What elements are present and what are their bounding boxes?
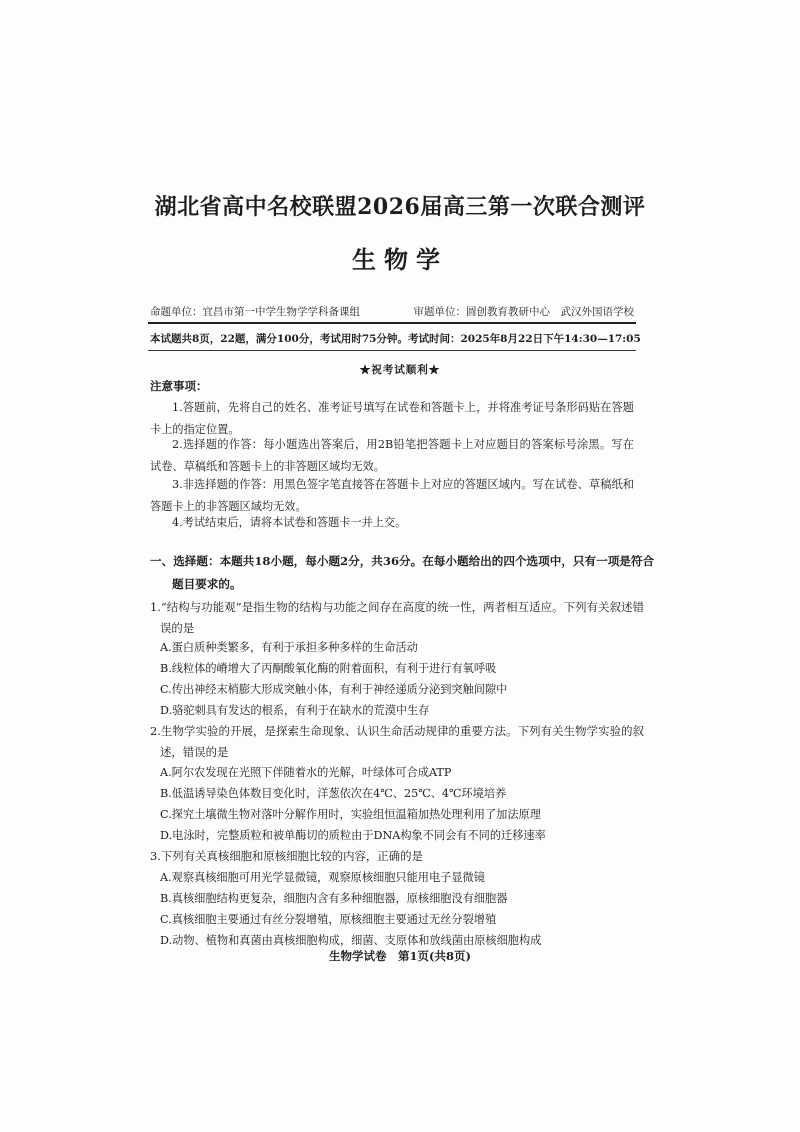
question-option: C.真核细胞主要通过有丝分裂增殖，原核细胞主要通过无丝分裂增殖 xyxy=(160,913,497,926)
question-option: B.真核细胞结构更复杂，细胞内含有多种细胞器，原核细胞没有细胞器 xyxy=(160,892,508,905)
notice-heading: 注意事项： xyxy=(150,379,208,393)
good-luck-banner: ★祝考试顺利★ xyxy=(359,364,441,376)
proposer-unit: 命题单位：宜昌市第一中学生物学学科备课组 xyxy=(150,306,360,318)
question-option: D.动物、植物和真菌由真核细胞构成，细菌、支原体和放线菌由原核细胞构成 xyxy=(160,934,542,947)
question-option: D.骆驼刺具有发达的根系，有利于在缺水的荒漠中生存 xyxy=(160,704,430,717)
question-stem: 3.下列有关真核细胞和原核细胞比较的内容，正确的是 xyxy=(150,849,423,863)
question-option: A.蛋白质种类繁多，有利于承担多种多样的生命活动 xyxy=(160,641,418,654)
exam-title: 湖北省高中名校联盟2026届高三第一次联合测评 xyxy=(154,194,646,220)
question-option: A.观察真核细胞可用光学显微镜，观察原核细胞只能用电子显微镜 xyxy=(160,871,485,884)
notice-item: 3.非选择题的作答：用黑色签字笔直接答在答题卡上对应的答题区域内。写在试卷、草稿纸和答题卡上的非答题区域均无效。 xyxy=(150,478,634,513)
question-stem: 2.生物学实验的开展，是探索生命现象、认识生命活动规律的重要方法。下列有关生物学实验的叙述，错误的是 xyxy=(150,724,644,759)
page-footer: 生物学试卷 第1页(共8页) xyxy=(329,949,471,963)
question-option: C.探究土壤微生物对落叶分解作用时，实验组恒温箱加热处理利用了加法原理 xyxy=(160,808,541,821)
exam-info: 本试题共8页，22题，满分100分，考试用时75分钟。 xyxy=(150,333,408,345)
header-divider xyxy=(148,322,636,324)
question-option: D.电泳时，完整质粒和被单酶切的质粒由于DNA构象不同会有不同的迁移速率 xyxy=(160,829,546,842)
credits-row xyxy=(150,304,634,319)
section-heading: 一、选择题：本题共18小题，每小题2分，共36分。在每小题给出的四个选项中，只有一项是符合题目要求的。 xyxy=(150,554,655,591)
exam-time: 考试时间：2025年8月22日下午14:30—17:05 xyxy=(407,333,641,345)
notice-item: 4.考试结束后，请将本试卷和答题卡一并上交。 xyxy=(172,516,407,529)
reviewer-unit: 审题单位：圆创教育教研中心 武汉外国语学校 xyxy=(413,306,634,318)
notice-item: 1.答题前，先将自己的姓名、准考证号填写在试卷和答题卡上，并将准考证号条形码贴在答题卡上的指定位置。 xyxy=(150,401,634,436)
notice-item: 2.选择题的作答：每小题选出答案后，用2B铅笔把答题卡上对应题目的答案标号涂黑。写在试卷、草稿纸和答题卡上的非答题区域均无效。 xyxy=(150,438,634,473)
question-option: C.传出神经末梢膨大形成突触小体，有利于神经递质分泌到突触间隙中 xyxy=(160,683,508,696)
subject-title: 生物学 xyxy=(352,245,448,274)
question-option: A.阿尔农发现在光照下伴随着水的光解，叶绿体可合成ATP xyxy=(160,766,452,779)
question-option: B.线粒体的嵴增大了丙酮酸氧化酶的附着面积，有利于进行有氧呼吸 xyxy=(160,662,497,675)
info-divider xyxy=(148,350,636,351)
exam-info-row xyxy=(150,331,641,346)
question-stem: 1.“结构与功能观”是指生物的结构与功能之间存在高度的统一性，两者相互适应。下列有关叙述错误的是 xyxy=(150,600,644,635)
question-option: B.低温诱导染色体数目变化时，洋葱依次在4℃、25℃、4℃环境培养 xyxy=(160,787,507,800)
